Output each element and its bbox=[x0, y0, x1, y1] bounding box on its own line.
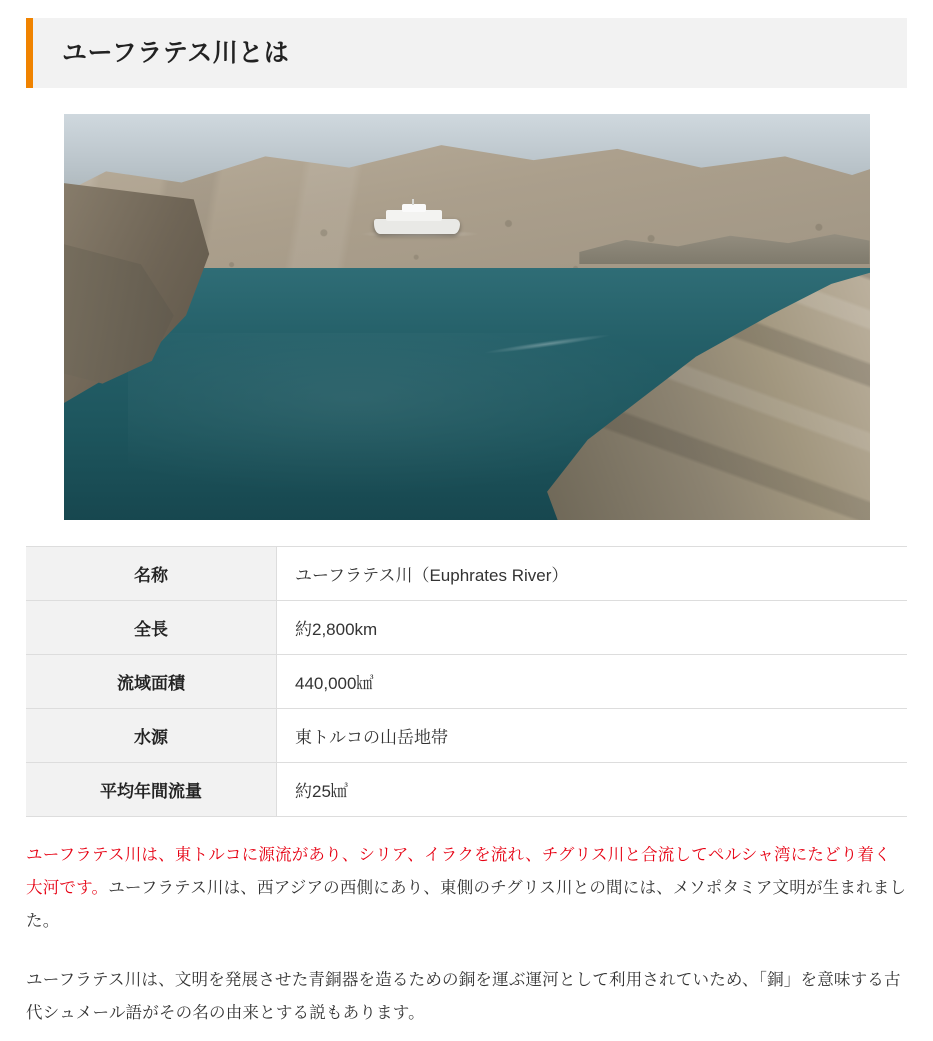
paragraph-one-rest: ユーフラテス川は、西アジアの西側にあり、東側のチグリス川との間には、メソポタミア文明が生まれました。 bbox=[26, 879, 907, 930]
article-page bbox=[0, 18, 933, 1041]
spec-label: 名称 bbox=[26, 547, 277, 601]
highlighted-sentence: ユーフラテス川は、東トルコに源流があり、シリア、イラクを流れ、チグリス川と合流してペルシャ湾にたどり着く大河です。 bbox=[26, 846, 891, 897]
photo-tour-boat bbox=[374, 200, 460, 234]
spec-value: 約25㎦ bbox=[295, 782, 348, 801]
heading-accent-bar bbox=[26, 18, 33, 88]
spec-label: 流域面積 bbox=[26, 655, 277, 709]
spec-label: 平均年間流量 bbox=[26, 763, 277, 817]
river-canyon-photo bbox=[64, 114, 870, 520]
river-spec-table bbox=[26, 546, 907, 817]
spec-label: 水源 bbox=[26, 709, 277, 763]
spec-value: 約2,800km bbox=[295, 620, 378, 639]
spec-value: 東トルコの山岳地帯 bbox=[295, 728, 448, 747]
table-row bbox=[26, 547, 907, 601]
spec-value: 440,000㎦ bbox=[295, 674, 374, 693]
table-row bbox=[26, 763, 907, 817]
table-row bbox=[26, 601, 907, 655]
spec-label: 全長 bbox=[26, 601, 277, 655]
spec-value: ユーフラテス川（Euphrates River） bbox=[295, 566, 569, 585]
article-photo-wrapper bbox=[26, 114, 907, 520]
photo-boat-cabin bbox=[402, 204, 426, 212]
section-heading bbox=[26, 18, 907, 88]
paragraph-two: ユーフラテス川は、文明を発展させた青銅器を造るための銅を運ぶ運河として利用されていため、「銅」を意味する古代シュメール語がその名の由来とする説もあります。 bbox=[26, 971, 901, 1022]
photo-boat-mast bbox=[412, 199, 414, 205]
table-row bbox=[26, 655, 907, 709]
page-title: ユーフラテス川とは bbox=[62, 39, 290, 67]
photo-boat-hull bbox=[374, 219, 460, 234]
table-row bbox=[26, 709, 907, 763]
paragraph-one bbox=[26, 839, 907, 938]
